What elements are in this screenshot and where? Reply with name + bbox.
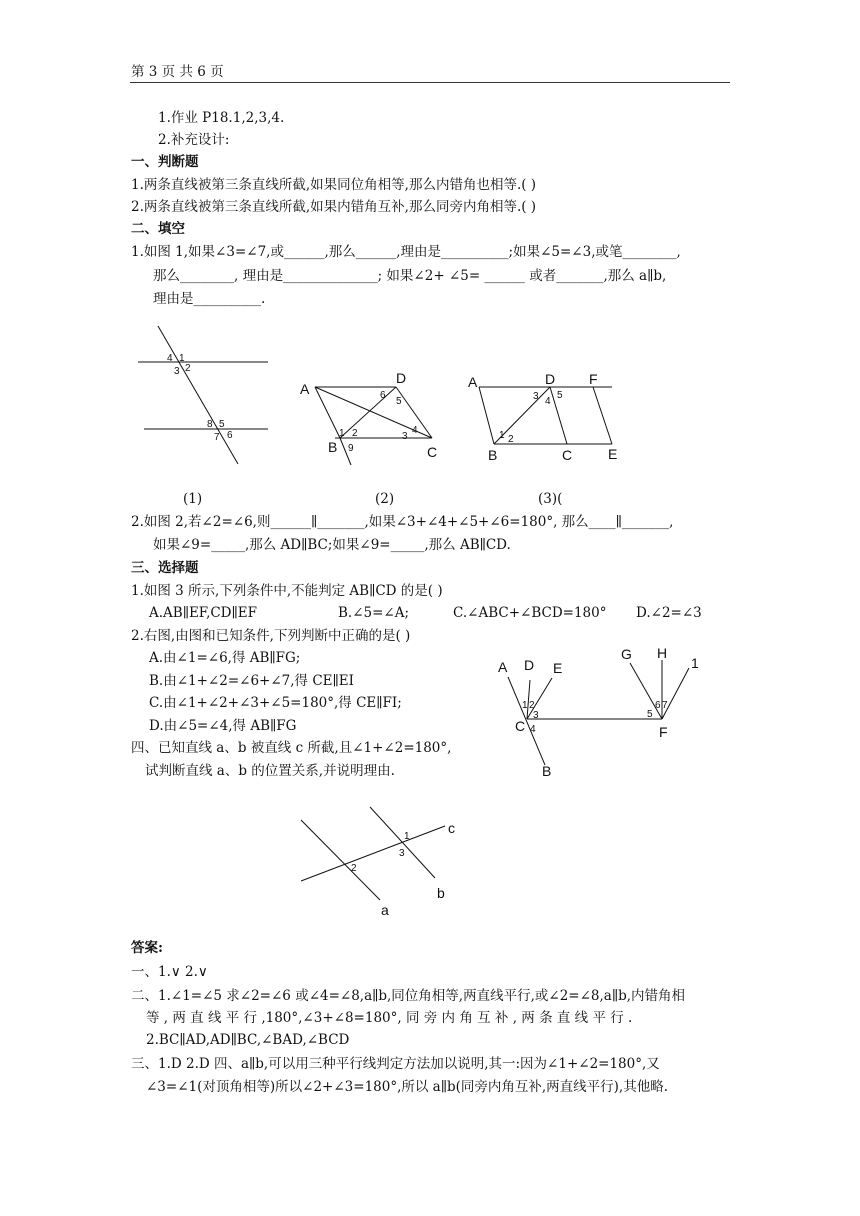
fig4-label: 5 — [647, 709, 653, 720]
answers-part1: 一、1.∨ 2.∨ — [131, 964, 208, 980]
fig3-label: D — [545, 371, 556, 387]
choice-q2-option-a: A.由∠1=∠6,得 AB∥FG; — [149, 650, 301, 666]
fig3-label: A — [468, 374, 478, 390]
fig5-label: c — [448, 820, 455, 836]
judge-q1: 1.两条直线被第三条直线所截,如果同位角相等,那么内错角也相等.( ) — [131, 177, 537, 193]
fig2-label: 6 — [380, 390, 386, 401]
fig2-label: 5 — [396, 396, 402, 407]
fig3-label: 3 — [533, 391, 539, 402]
fig4-label: 2 — [529, 700, 535, 711]
fig4-label: G — [621, 646, 632, 662]
fig4-label: C — [515, 718, 526, 734]
fig3-label: 5 — [557, 390, 563, 401]
header-rule — [130, 82, 730, 83]
choice-q2-option-c: C.由∠1+∠2+∠3+∠5=180°,得 CE∥FI; — [149, 695, 402, 711]
fig3-label: C — [562, 447, 573, 463]
fig4-label: H — [657, 645, 668, 661]
fig2-label: 1 — [339, 428, 345, 439]
fill-q1-line3: 理由是__________. — [153, 291, 266, 307]
choice-q1-option-c: C.∠ABC+∠BCD=180° — [453, 605, 607, 621]
fill-q1-line1: 1.如图 1,如果∠3=∠7,或______,那么______,理由是__________;如果∠5=∠3,或笔________, — [131, 244, 681, 260]
fig1-label: 1 — [179, 353, 185, 364]
choice-q1: 1.如图 3 所示,下列条件中,不能判定 AB∥CD 的是( ) — [131, 583, 443, 599]
figure-1 — [130, 320, 280, 470]
fig2-label: B — [328, 439, 338, 455]
choice-q2-option-b: B.由∠1+∠2=∠6+∠7,得 CE∥EI — [149, 673, 354, 689]
fig4-label: 1 — [691, 655, 699, 671]
section-four-line2: 试判断直线 a、b 的位置关系,并说明理由. — [145, 763, 395, 779]
fig4-label: F — [659, 724, 668, 740]
judge-q2: 2.两条直线被第三条直线所截,如果内错角互补,那么同旁内角相等.( ) — [131, 199, 537, 215]
fig1-label: 7 — [214, 432, 220, 443]
fig1-label: 3 — [174, 366, 180, 377]
fig4-label: 6 — [655, 700, 661, 711]
fig5-label: a — [381, 902, 389, 918]
fig4-label: A — [498, 659, 508, 675]
fig1-label: 6 — [227, 430, 233, 441]
choice-q2-option-d: D.由∠5=∠4,得 AB∥FG — [149, 718, 297, 734]
section-judge-heading: 一、判断题 — [131, 154, 199, 170]
fig4-label: B — [542, 763, 552, 779]
fig2-label: 4 — [412, 425, 418, 436]
fig4-label: 7 — [662, 700, 668, 711]
answers-part3-line1: 三、1.D 2.D 四、a∥b,可以用三种平行线判定方法加以说明,其一:因为∠1+∠2=180°,又 — [131, 1056, 660, 1072]
fig4-label: D — [524, 657, 535, 673]
answers-part2-line2: 等 , 两 直 线 平 行 ,180°,∠3+∠8=180°, 同 旁 内 角 互 补 , 两 条 直 线 平 行 . — [146, 1010, 633, 1026]
fig1-label: 4 — [167, 353, 173, 364]
answers-part2-line1: 二、1.∠1=∠5 求∠2=∠6 或∠4=∠8,a∥b,同位角相等,两直线平行,或∠2=∠8,a∥b,内错角相 — [131, 988, 686, 1004]
fig4-label: E — [553, 660, 563, 676]
homework-line: 1.作业 P18.1,2,3,4. — [158, 110, 285, 126]
fig1-label: 5 — [219, 419, 225, 430]
section-choice-heading: 三、选择题 — [131, 560, 199, 576]
fig2-label: 9 — [348, 443, 354, 454]
fig3-caption: (3)( — [538, 491, 563, 507]
fig3-label: 2 — [508, 434, 514, 445]
choice-q1-option-d: D.∠2=∠3 — [636, 605, 702, 621]
answers-heading: 答案: — [131, 940, 163, 956]
figure-5 — [295, 800, 465, 920]
fill-q2-line1: 2.如图 2,若∠2=∠6,则______∥_______,如果∠3+∠4+∠5+∠6=180°, 那么____∥_______, — [131, 514, 674, 530]
fig3-label: 4 — [545, 396, 551, 407]
figure-4 — [490, 640, 710, 785]
figure-2 — [295, 365, 455, 465]
fig3-label: E — [608, 446, 618, 462]
fig1-caption: (1) — [183, 491, 203, 507]
fig4-label: 4 — [530, 724, 536, 735]
fig1-label: 8 — [207, 419, 213, 430]
fig4-label: 1 — [522, 700, 528, 711]
fig4-label: 3 — [533, 710, 539, 721]
fig5-label: 3 — [399, 848, 405, 859]
fig2-label: 2 — [352, 428, 358, 439]
choice-q1-option-b: B.∠5=∠A; — [338, 605, 410, 621]
section-fill-heading: 二、填空 — [131, 221, 185, 237]
fig2-label: D — [396, 370, 407, 386]
choice-q1-option-a: A.AB∥EF,CD∥EF — [149, 605, 257, 621]
fig2-caption: (2) — [375, 491, 395, 507]
fig3-label: F — [589, 371, 598, 387]
fill-q2-line2: 如果∠9=_____,那么 AD∥BC;如果∠9=_____,那么 AB∥CD. — [153, 537, 511, 553]
answers-part2-line3: 2.BC∥AD,AD∥BC,∠BAD,∠BCD — [146, 1032, 350, 1048]
fig5-label: 2 — [351, 863, 357, 874]
page-header: 第 3 页 共 6 页 — [131, 64, 224, 80]
fig2-label: C — [427, 444, 438, 460]
figure-3 — [465, 370, 635, 465]
fig5-label: 1 — [404, 831, 410, 842]
fig1-label: 2 — [185, 363, 191, 374]
fig3-label: 1 — [499, 430, 505, 441]
fig5-label: b — [437, 885, 445, 901]
section-four-heading: 四、已知直线 a、b 被直线 c 所截,且∠1+∠2=180°, — [131, 740, 452, 756]
answers-part3-line2: ∠3=∠1(对顶角相等)所以∠2+∠3=180°,所以 a∥b(同旁内角互补,两直线平行),其他略. — [146, 1079, 669, 1095]
fill-q1-line2: 那么________, 理由是______________; 如果∠2+ ∠5= ______ 或者_______,那么 a∥b, — [153, 268, 667, 284]
fig2-label: A — [300, 381, 310, 397]
fig2-label: 3 — [402, 431, 408, 442]
fig3-label: B — [488, 447, 498, 463]
choice-q2: 2.右图,由图和已知条件,下列判断中正确的是( ) — [131, 628, 411, 644]
supplement-line: 2.补充设计: — [158, 132, 230, 148]
